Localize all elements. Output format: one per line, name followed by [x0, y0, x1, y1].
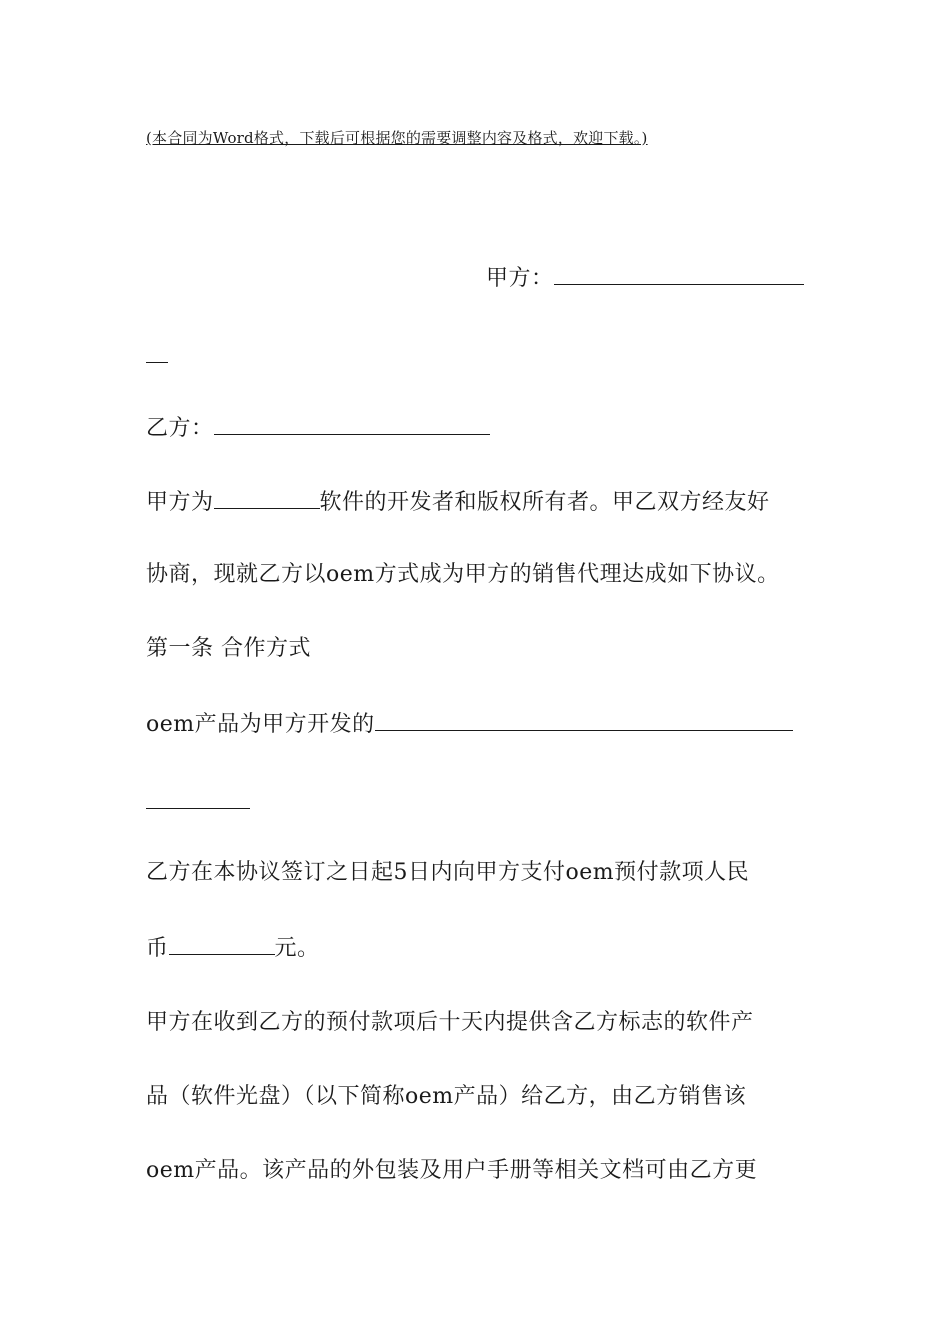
text-segment: 甲方为	[146, 490, 214, 515]
text-segment: 元。	[274, 936, 320, 961]
paragraph-line-1	[146, 486, 770, 518]
party-b-blank	[214, 412, 490, 435]
party-b-line	[146, 412, 490, 444]
amount-blank	[169, 932, 275, 955]
paragraph-line-7: 品（软件光盘）（以下简称oem产品）给乙方，由乙方销售该	[146, 1084, 747, 1109]
party-b-label: 乙方：	[146, 416, 214, 441]
party-a-label: 甲方：	[486, 266, 554, 291]
paragraph-line-6: 甲方在收到乙方的预付款项后十天内提供含乙方标志的软件产	[146, 1010, 754, 1035]
article-1-title: 第一条 合作方式	[146, 636, 311, 661]
paragraph-line-3	[146, 708, 793, 740]
paragraph-line-5	[146, 932, 320, 964]
format-notice: (本合同为Word格式，下载后可根据您的需要调整内容及格式，欢迎下载。)	[146, 129, 648, 147]
product-name-blank-continuation	[146, 808, 250, 809]
paragraph-line-4: 乙方在本协议签订之日起5日内向甲方支付oem预付款项人民	[146, 860, 750, 885]
software-name-blank	[214, 486, 320, 509]
text-segment: 软件的开发者和版权所有者。甲乙双方经友好	[319, 490, 770, 515]
paragraph-line-8: oem产品。该产品的外包装及用户手册等相关文档可由乙方更	[146, 1158, 758, 1183]
text-segment: 币	[146, 936, 169, 961]
party-a-line	[486, 262, 804, 294]
paragraph-line-2: 协商，现就乙方以oem方式成为甲方的销售代理达成如下协议。	[146, 562, 780, 587]
party-a-blank-continuation	[146, 362, 168, 363]
text-segment: oem产品为甲方开发的	[146, 712, 375, 737]
party-a-blank	[554, 262, 804, 285]
product-name-blank	[375, 708, 793, 731]
